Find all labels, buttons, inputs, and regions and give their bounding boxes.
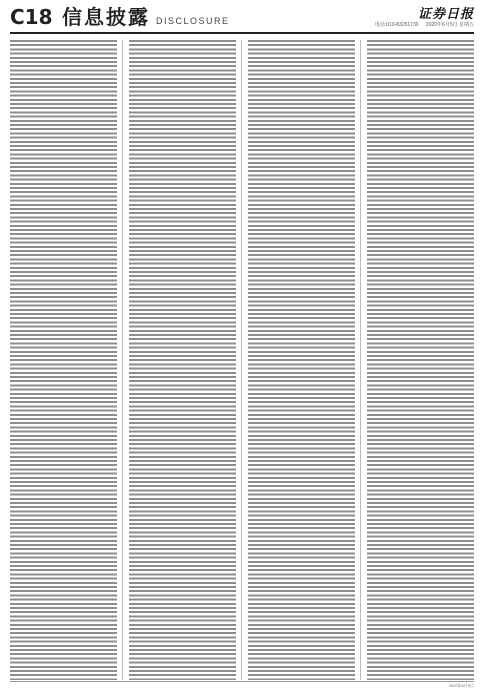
- column-2-text: [129, 40, 236, 680]
- footer-note: 2020年6月5日: [448, 683, 474, 688]
- column-4: [367, 40, 474, 680]
- column-3: [248, 40, 361, 680]
- column-3-text: [248, 40, 355, 680]
- section-title-en: DISCLOSURE: [156, 16, 230, 26]
- masthead-meta: [369, 22, 474, 29]
- newspaper-logo: 证券日报: [417, 6, 474, 21]
- phone-line: 电话:010-83251730: [374, 22, 419, 28]
- article-columns: [10, 34, 474, 680]
- issue-date: 2020年6月5日 星期五: [425, 22, 474, 28]
- column-1: [10, 40, 123, 680]
- column-1-text: [10, 40, 117, 680]
- page-number: C18: [10, 5, 53, 29]
- masthead: [10, 0, 474, 34]
- masthead-right: [369, 6, 474, 29]
- page-footer: [10, 681, 474, 690]
- column-2: [129, 40, 242, 680]
- section-title: 信息披露: [62, 5, 150, 29]
- column-4-text: [367, 40, 474, 680]
